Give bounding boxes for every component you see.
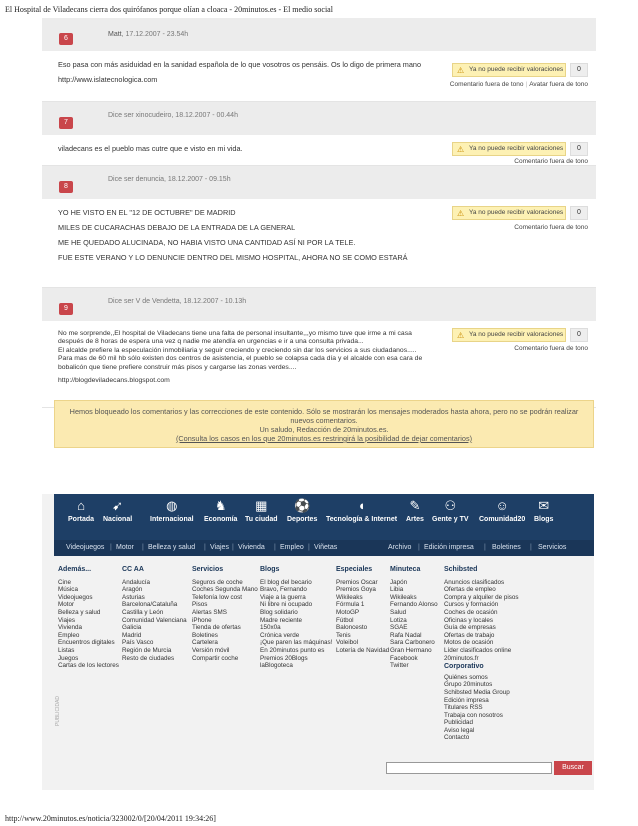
globe-icon: ◍ (166, 498, 178, 513)
footer-link[interactable]: Videojuegos (58, 593, 93, 601)
footer-link[interactable]: Tienda de ofertas (192, 624, 241, 632)
footer-link[interactable]: Japón (390, 578, 408, 586)
footer-link[interactable]: Ni libre ni ocupado (260, 601, 313, 609)
footer-link[interactable]: Barcelona/Cataluña (122, 601, 178, 609)
subnav-empleo[interactable]: Empleo (280, 544, 304, 551)
footer-link[interactable]: Wikileaks (390, 593, 417, 601)
footer-link[interactable]: Andalucía (122, 578, 151, 586)
footer-link[interactable]: Premios 20Blogs (260, 654, 308, 662)
nav-item-gente-tv[interactable]: ⚇ Gente y TV (432, 498, 469, 523)
footer-link[interactable]: Baloncesto (336, 624, 368, 632)
notice-signature: Un saludo, Redacción de 20minutos.es. (259, 425, 389, 434)
footer-link[interactable]: Guía de empresas (444, 624, 496, 632)
footer-link[interactable]: Libia (390, 586, 404, 594)
comment-meta: Matt, 17.12.2007 - 23.54h (108, 31, 189, 38)
footer-link[interactable]: Contacto (444, 734, 470, 742)
footer-link[interactable]: Líder clasificados online (444, 646, 512, 654)
comment-text: El alcalde prefiere la especulación inmobiliaria y seguir creciendo y creciendo sin dar los servicios a sus ciudadanos..... (58, 346, 417, 354)
footer-link[interactable]: Empleo (58, 631, 80, 639)
footer-link[interactable]: Fórmula 1 (336, 601, 365, 609)
soccer-ball-icon: ⚽ (294, 498, 311, 513)
comment-header (42, 288, 596, 321)
footer-column (260, 566, 333, 670)
footer-link[interactable]: Quiénes somos (444, 673, 488, 681)
column-title: Schibsted (444, 566, 478, 573)
footer-link[interactable]: Oficinas y locales (444, 616, 493, 624)
footer-link[interactable]: Aviso legal (444, 726, 475, 734)
footer-link[interactable]: ¡Que paren las máquinas! (260, 639, 333, 647)
footer-column (192, 566, 262, 662)
subnav-belleza[interactable]: Belleza y salud (148, 544, 196, 551)
subnav-vivienda[interactable]: Vivienda (238, 544, 265, 551)
footer-link[interactable]: Aragón (122, 586, 143, 594)
footer-link[interactable]: Premios Goya (336, 586, 376, 594)
comment-number: 9 (59, 303, 73, 315)
footer-link[interactable]: Cursos y formación (444, 601, 499, 609)
footer-link[interactable]: Bravo, Fernando (260, 586, 307, 594)
site-footer (42, 494, 594, 790)
comment-actions (514, 345, 588, 352)
comment (42, 166, 596, 288)
footer-link[interactable]: El blog del becario (260, 578, 312, 586)
warning-icon: ⚠ (457, 145, 465, 154)
search-input[interactable] (386, 762, 552, 774)
nav-item-blogs[interactable]: ✉ Blogs (534, 498, 554, 523)
footer-link[interactable]: Anuncios clasificados (444, 578, 505, 586)
page-url: http://www.20minutos.es/noticia/323002/0/[20/04/2011 19:34:26] (5, 814, 216, 823)
footer-link[interactable]: Fútbol (336, 616, 354, 624)
footer-link[interactable]: Wikileaks (336, 593, 363, 601)
comment-meta: Dice ser xinocudeiro, 18.12.2007 - 00.44h (108, 112, 238, 119)
comment-link[interactable]: http://www.islatecnologica.com (58, 75, 158, 84)
comment-author-link[interactable]: Matt (108, 31, 122, 38)
piggy-bank-icon: ♞ (214, 498, 227, 513)
column-title: Especiales (336, 566, 373, 573)
footer-link[interactable]: Edición impresa (444, 696, 489, 704)
footer-link[interactable]: Madrid (122, 631, 142, 639)
footer-link[interactable]: Premios Oscar (336, 578, 378, 586)
footer-link[interactable]: Trabaja con nosotros (444, 711, 503, 719)
footer-link[interactable]: Madre reciente (260, 616, 302, 624)
footer-link[interactable]: Tenis (336, 631, 351, 639)
comment (42, 288, 596, 408)
column-title: Servicios (192, 566, 224, 573)
rating-count: 0 (570, 206, 588, 220)
footer-link[interactable]: Versión móvil (192, 646, 230, 654)
column-title: Blogs (260, 566, 280, 573)
rating-count: 0 (570, 63, 588, 77)
home-icon: ⌂ (77, 498, 85, 513)
comments-list (42, 18, 596, 408)
column-title: Además... (58, 566, 92, 573)
report-comment-link[interactable]: Comentario fuera de tono (514, 345, 588, 352)
footer-link[interactable]: Motos de ocasión (444, 639, 494, 647)
warning-icon: ⚠ (457, 209, 465, 218)
footer-link[interactable]: MotoGP (336, 608, 360, 616)
comment-header (42, 166, 596, 199)
footer-link[interactable]: Seguros de coche (192, 578, 243, 586)
comment-actions (514, 224, 588, 231)
comment-text: FUE ESTE VERANO Y LO DENUNCIE DENTRO DEL MISMO HOSPITAL, AHORA NO SE COMO ESTARÁ (58, 253, 408, 262)
footer-link[interactable]: Resto de ciudades (122, 654, 175, 662)
comment-text: YO HE VISTO EN EL "12 DE OCTUBRE" DE MADRID (58, 208, 236, 217)
comment-meta: Dice ser V de Vendetta, 18.12.2007 - 10.13h (108, 298, 247, 305)
footer-link[interactable]: Gran Hermano (390, 646, 432, 654)
rating-status: ⚠ Ya no puede recibir valoraciones (452, 328, 566, 342)
footer-link[interactable]: 150x0a (260, 624, 281, 632)
subnav-videojuegos[interactable]: Videojuegos (66, 544, 105, 551)
subnav-edicion-impresa[interactable]: Edición impresa (424, 544, 474, 551)
footer-link[interactable]: Pisos (192, 601, 208, 609)
column-title: CC AA (122, 566, 144, 573)
footer-link[interactable]: Viaje a la guerra (260, 593, 306, 601)
footer-link[interactable]: Ofertas de trabajo (444, 631, 495, 639)
footer-link[interactable]: Alertas SMS (192, 608, 227, 616)
footer-link[interactable]: Ofertas de empleo (444, 586, 496, 594)
comment-text: Eso pasa con más asiduidad en la sanidad española de lo que vosotros os pensáis. Os lo digo de primera mano (58, 60, 422, 69)
people-icon: ⚇ (444, 498, 457, 513)
footer-link[interactable]: Listas (58, 646, 75, 654)
footer-link[interactable]: Titulares RSS (444, 704, 483, 712)
subnav-boletines[interactable]: Boletines (492, 544, 521, 551)
notice-policy-link[interactable]: (Consulta los casos en los que 20minutos.es restringirá la posibilidad de dejar comentarios) (175, 434, 473, 443)
comment-text: viladecans es el pueblo mas cutre que e visto en mi vida. (58, 144, 243, 153)
comment (42, 18, 596, 102)
comment-number: 8 (59, 181, 73, 193)
main-navigation (54, 494, 594, 540)
footer-link[interactable]: Galicia (122, 624, 142, 632)
rating-status: ⚠ Ya no puede recibir valoraciones (452, 142, 566, 156)
footer-link[interactable]: En 20minutos punto es (260, 646, 325, 654)
report-comment-link[interactable]: Comentario fuera de tono (514, 224, 588, 231)
search-button[interactable]: Buscar (554, 761, 592, 775)
footer-link[interactable]: Crónica verde (260, 631, 300, 639)
subnav-servicios[interactable]: Servicios (538, 544, 567, 551)
footer-link[interactable]: Lotería de Navidad (336, 646, 390, 654)
footer-link[interactable]: Voleibol (336, 639, 359, 647)
nav-item-economia[interactable]: ♞ Economía (204, 498, 238, 523)
comment-text: Para mas de 60 mil hb sólo existen dos centros de asistencia, el pueblo se colapsa cada día y el alcalde con esa cara de bobalicón que tiene prefiere construir más pisos y cargarse las zonas verdes.... (58, 355, 423, 371)
notice-text: Hemos bloqueado los comentarios y las correcciones de este contenido. Sólo se mostrarán los mensajes moderados hasta ahora, pero no se podrán realizar nuevos comentarios. (69, 407, 579, 425)
footer-link[interactable]: Compra y alquiler de pisos (444, 593, 519, 601)
column-subtitle: Corporativo (444, 663, 484, 671)
column-title: Minuteca (390, 566, 421, 573)
nav-item-artes[interactable]: ✎ Artes (406, 498, 424, 523)
footer-link[interactable]: Motor (58, 601, 75, 609)
footer-link[interactable]: Rafa Nadal (390, 631, 422, 639)
footer-column (444, 566, 519, 742)
footer-link[interactable]: Salud (390, 608, 407, 616)
footer-link[interactable]: Fernando Alonso (390, 601, 438, 609)
comment-text: ME HE QUEDADO ALUCINADA, NO HABIA VISTO UNA CANTIDAD ASÍ NI POR LA TELE. (58, 238, 356, 247)
comment-number: 6 (59, 33, 73, 45)
report-comment-link[interactable]: Comentario fuera de tono (514, 158, 588, 165)
report-avatar-link[interactable]: Avatar fuera de tono (529, 81, 588, 88)
comment-text: No me sorprende,,El hospital de Viladecans tiene una falta de personal insultante,,,yo mismo tuve que irme a mi casa después de 8 horas de espera una vez q nadie me atendía en urgencias e ir a una consulta privada... (58, 330, 412, 346)
footer-link[interactable]: Cine (58, 578, 71, 586)
footer-link[interactable]: Twitter (390, 662, 409, 670)
footer-link[interactable]: laBlogoteca (260, 662, 293, 670)
comment-link[interactable]: http://blogdeviladecans.blogspot.com (58, 377, 170, 385)
nav-item-nacional[interactable]: ➹ Nacional (103, 498, 133, 523)
footer-link[interactable]: Comunidad Valenciana (122, 616, 187, 624)
secondary-navigation: Videojuegos Motor Belleza y salud Viajes Vivienda Empleo Viñetas Archivo Edición impresa Boletines Servicios | | | | | | | | | (54, 540, 594, 556)
rating-status: ⚠ Ya no puede recibir valoraciones (452, 63, 566, 77)
footer-link[interactable]: Telefonía low cost (192, 593, 243, 601)
subnav-motor[interactable]: Motor (116, 544, 134, 551)
footer-link[interactable]: Facebook (390, 654, 418, 662)
footer-link[interactable]: Región de Murcia (122, 646, 172, 654)
nav-item-deportes[interactable]: ⚽ Deportes (287, 498, 318, 523)
footer-link[interactable]: Boletines (192, 631, 218, 639)
nav-item-internacional[interactable]: ◍ Internacional (150, 498, 194, 523)
subnav-viajes[interactable]: Viajes (210, 544, 229, 551)
report-comment-link[interactable]: Comentario fuera de tono (449, 81, 524, 88)
brush-icon: ✎ (409, 498, 421, 513)
footer-link[interactable]: Cartelera (192, 639, 218, 647)
footer-link[interactable]: Vivienda (58, 624, 83, 632)
footer-link[interactable]: Grupo 20minutos (444, 681, 493, 689)
footer-link[interactable]: Lotiza (390, 616, 407, 624)
footer-link[interactable]: Compartir coche (192, 654, 239, 662)
comment-header (42, 18, 596, 51)
comment-header (42, 102, 596, 135)
comment-actions (514, 158, 588, 165)
comments-blocked-notice (54, 400, 594, 448)
footer-link[interactable]: Cartas de los lectores (58, 662, 119, 670)
city-icon: ▦ (255, 498, 268, 513)
footer-link[interactable]: iPhone (192, 616, 212, 624)
comment-meta: Dice ser denuncia, 18.12.2007 - 09.15h (108, 176, 231, 183)
subnav-archivo[interactable]: Archivo (388, 544, 412, 551)
footer-link[interactable]: Música (58, 586, 78, 594)
footer-link[interactable]: Publicidad (444, 719, 474, 727)
footer-link[interactable]: Belleza y salud (58, 608, 101, 616)
comment-number: 7 (59, 117, 73, 129)
footer-link[interactable]: Schibsted Media Group (444, 688, 510, 696)
nav-item-tecnologia[interactable]: ◖ Tecnología & Internet (326, 498, 398, 523)
footer-column (122, 566, 192, 662)
warning-icon: ⚠ (457, 66, 465, 75)
nav-item-tu-ciudad[interactable]: ▦ Tu ciudad (245, 498, 278, 523)
footer-column (58, 566, 128, 670)
warning-icon: ⚠ (457, 331, 465, 340)
footer-link[interactable]: País Vasco (122, 639, 154, 647)
footer-link[interactable]: Castilla y León (122, 608, 164, 616)
comment-text: MILES DE CUCARACHAS DEBAJO DE LA ENTRADA DE LA GENERAL (58, 223, 296, 232)
page-title: El Hospital de Viladecans cierra dos quirófanos porque olían a cloaca - 20minutos.es - El medio social (5, 5, 333, 14)
rating-status: ⚠ Ya no puede recibir valoraciones (452, 206, 566, 220)
footer-link[interactable]: Sara Carbonero (390, 639, 435, 647)
nav-item-portada[interactable]: ⌂ Portada (68, 498, 95, 523)
footer-link[interactable]: Viajes (58, 616, 76, 624)
mouse-icon: ◖ (357, 498, 366, 513)
footer-link[interactable]: Blog solidario (260, 608, 298, 616)
blog-icon: ✉ (538, 498, 550, 513)
footer-link[interactable]: Coches de ocasión (444, 608, 498, 616)
nav-item-comunidad20[interactable]: ☺ Comunidad20 (479, 498, 526, 523)
footer-link[interactable]: Encuentros digitales (58, 639, 115, 647)
footer-link[interactable]: Asturias (122, 593, 145, 601)
footer-link[interactable]: SGAE (390, 624, 408, 632)
community-icon: ☺ (495, 498, 509, 513)
advertising-label: PUBLICIDAD (55, 695, 61, 726)
subnav-vinetas[interactable]: Viñetas (314, 544, 338, 551)
rating-count: 0 (570, 328, 588, 342)
comment (42, 102, 596, 166)
comment-actions: Comentario fuera de tono | Avatar fuera de tono (449, 81, 588, 88)
rating-count: 0 (570, 142, 588, 156)
footer-link[interactable]: Juegos (58, 654, 79, 662)
footer-link[interactable]: 20minutos.fr (444, 654, 479, 662)
map-icon: ➹ (112, 498, 124, 513)
footer-link[interactable]: Coches Segunda Mano (192, 586, 258, 594)
